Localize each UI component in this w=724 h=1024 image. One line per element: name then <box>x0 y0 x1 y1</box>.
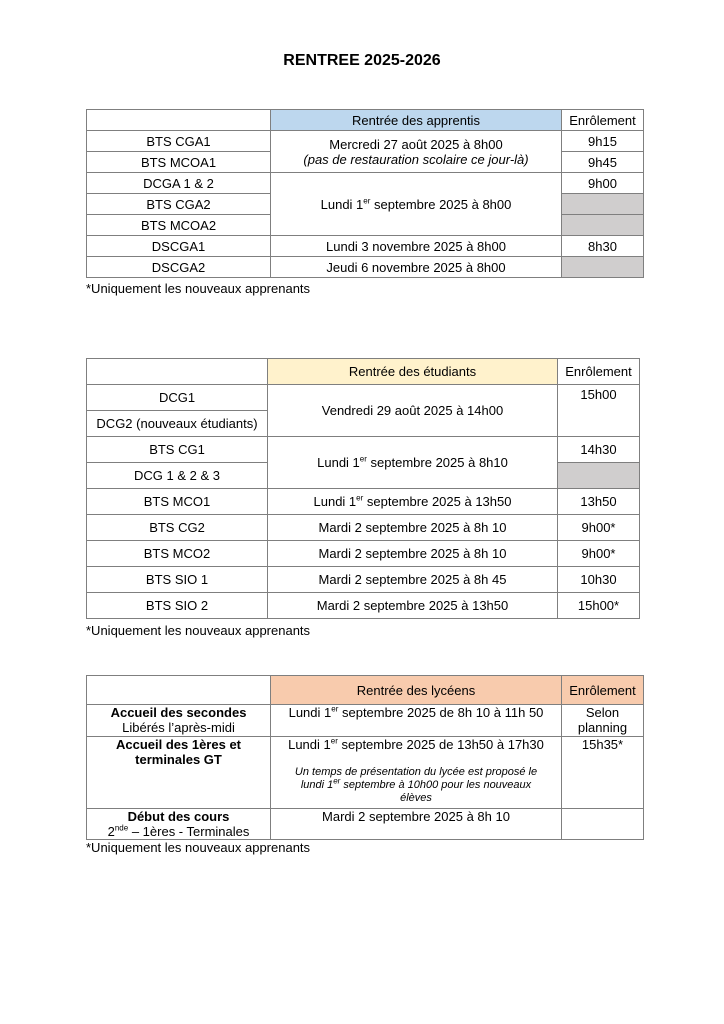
date-cell <box>268 489 558 515</box>
enrolment-time: 9h45 <box>562 152 644 173</box>
date-note: (pas de restauration scolaire ce jour-là) <box>303 151 529 167</box>
class-name: DCG2 (nouveaux étudiants) <box>87 411 268 437</box>
table-row <box>87 173 644 194</box>
table-row <box>87 593 640 619</box>
class-name: DSCGA2 <box>87 257 271 278</box>
enrolment-time: 13h50 <box>558 489 640 515</box>
date-text: septembre 2025 de 13h50 à 17h30 <box>337 737 544 752</box>
class-name: BTS MCOA1 <box>87 152 271 173</box>
empty-header-cell <box>87 110 271 131</box>
table-row <box>87 705 644 737</box>
class-name: Début des cours <box>127 809 230 824</box>
class-name: BTS CG1 <box>87 437 268 463</box>
date-text: septembre 2025 de 8h 10 à 11h 50 <box>338 705 544 720</box>
empty-header-cell <box>87 676 271 705</box>
date-text: Lundi 1 <box>313 494 357 509</box>
etudiants-header: Rentrée des étudiants <box>268 359 558 385</box>
table-row <box>87 541 640 567</box>
ordinal-sup: er <box>356 493 364 503</box>
date-text: Lundi 1 <box>320 196 364 212</box>
enrolment-header: Enrôlement <box>558 359 640 385</box>
date-text: Mercredi 27 août 2025 à 8h00 <box>329 136 503 152</box>
class-name: BTS SIO 1 <box>87 567 268 593</box>
enrolment-time: 9h00* <box>558 541 640 567</box>
date-cell <box>268 437 558 489</box>
date-cell <box>271 173 562 236</box>
etudiants-table <box>86 358 640 619</box>
date-cell: Mardi 2 septembre 2025 à 8h 10 <box>271 809 562 840</box>
enrolment-time <box>562 809 644 840</box>
table-row <box>87 809 644 840</box>
class-name: BTS MCOA2 <box>87 215 271 236</box>
class-subtitle-text: 2 <box>107 824 115 839</box>
date-line <box>273 737 559 752</box>
note-line: Un temps de présentation du lycée est proposé le <box>294 766 538 778</box>
table-row <box>87 437 640 463</box>
footnote: *Uniquement les nouveaux apprenants <box>86 623 311 638</box>
class-name-cell <box>87 809 271 840</box>
class-name: BTS CG2 <box>87 515 268 541</box>
footnote: *Uniquement les nouveaux apprenants <box>86 840 311 855</box>
class-subtitle-text: – 1ères - Terminales <box>128 824 250 839</box>
class-name: DCGA 1 & 2 <box>87 173 271 194</box>
date-cell: Vendredi 29 août 2025 à 14h00 <box>268 385 558 437</box>
note-text: lundi 1 <box>300 779 334 791</box>
date-text: septembre 2025 à 13h50 <box>363 494 512 509</box>
enrolment-time: 15h00* <box>558 593 640 619</box>
apprentis-header: Rentrée des apprentis <box>271 110 562 131</box>
class-subtitle <box>89 824 268 839</box>
table-header-row <box>87 676 644 705</box>
class-name: DCG 1 & 2 & 3 <box>87 463 268 489</box>
date-cell: Mardi 2 septembre 2025 à 8h 45 <box>268 567 558 593</box>
date-cell: Mardi 2 septembre 2025 à 8h 10 <box>268 515 558 541</box>
class-name: BTS CGA2 <box>87 194 271 215</box>
enrolment-time: 15h35* <box>562 737 644 809</box>
ordinal-sup: er <box>333 776 341 786</box>
ordinal-sup: nde <box>114 823 129 833</box>
date-cell: Mardi 2 septembre 2025 à 13h50 <box>268 593 558 619</box>
table-row <box>87 385 640 411</box>
table-row <box>87 737 644 809</box>
class-name: Accueil des 1ères et <box>115 737 242 752</box>
date-cell: Mardi 2 septembre 2025 à 8h 10 <box>268 541 558 567</box>
enrolment-empty <box>562 194 644 215</box>
table-row <box>87 131 644 152</box>
date-cell: Jeudi 6 novembre 2025 à 8h00 <box>271 257 562 278</box>
apprentis-table <box>86 109 644 278</box>
footnote: *Uniquement les nouveaux apprenants <box>86 281 311 296</box>
class-name: BTS CGA1 <box>87 131 271 152</box>
lyceens-header: Rentrée des lycéens <box>271 676 562 705</box>
date-cell <box>271 737 562 809</box>
class-name: terminales GT <box>135 752 222 767</box>
enrolment-time: 14h30 <box>558 437 640 463</box>
ordinal-sup: er <box>359 454 367 464</box>
enrolment-time: Selon planning <box>562 705 644 737</box>
enrolment-time: 8h30 <box>562 236 644 257</box>
class-name-cell <box>87 737 271 809</box>
date-text: Lundi 1 <box>317 455 360 470</box>
enrolment-empty <box>558 463 640 489</box>
class-name: BTS MCO2 <box>87 541 268 567</box>
note-text: septembre à 10h00 pour les nouveaux <box>340 779 532 791</box>
ordinal-sup: er <box>331 704 339 714</box>
enrolment-time: 9h00 <box>562 173 644 194</box>
class-name: DCG1 <box>87 385 268 411</box>
class-name-cell <box>87 705 271 737</box>
table-row <box>87 489 640 515</box>
enrolment-time: 15h00 <box>558 385 640 437</box>
enrolment-header: Enrôlement <box>562 676 644 705</box>
table-row <box>87 236 644 257</box>
enrolment-time: 9h15 <box>562 131 644 152</box>
date-text: Lundi 1 <box>288 737 331 752</box>
class-name: DSCGA1 <box>87 236 271 257</box>
note-line: élèves <box>400 792 432 804</box>
class-name: BTS SIO 2 <box>87 593 268 619</box>
page-title: RENTREE 2025-2026 <box>283 52 441 69</box>
empty-header-cell <box>87 359 268 385</box>
class-subtitle: Libérés l’après-midi <box>122 720 235 735</box>
date-cell <box>271 705 562 737</box>
note-line <box>273 776 559 792</box>
date-text: Lundi 1 <box>288 705 332 720</box>
presentation-note <box>273 766 559 805</box>
table-row <box>87 257 644 278</box>
date-text: septembre 2025 à 8h10 <box>366 455 508 470</box>
enrolment-empty <box>562 215 644 236</box>
lyceens-table <box>86 675 644 840</box>
table-header-row <box>87 359 640 385</box>
ordinal-sup: er <box>363 196 371 206</box>
table-header-row <box>87 110 644 131</box>
date-text: septembre 2025 à 8h00 <box>370 196 512 212</box>
enrolment-time: 10h30 <box>558 567 640 593</box>
class-name: BTS MCO1 <box>87 489 268 515</box>
date-cell: Lundi 3 novembre 2025 à 8h00 <box>271 236 562 257</box>
date-cell <box>271 131 562 173</box>
class-name: Accueil des secondes <box>110 705 247 720</box>
table-row <box>87 515 640 541</box>
enrolment-empty <box>562 257 644 278</box>
table-row <box>87 567 640 593</box>
enrolment-header: Enrôlement <box>562 110 644 131</box>
enrolment-time: 9h00* <box>558 515 640 541</box>
ordinal-sup: er <box>330 736 338 746</box>
